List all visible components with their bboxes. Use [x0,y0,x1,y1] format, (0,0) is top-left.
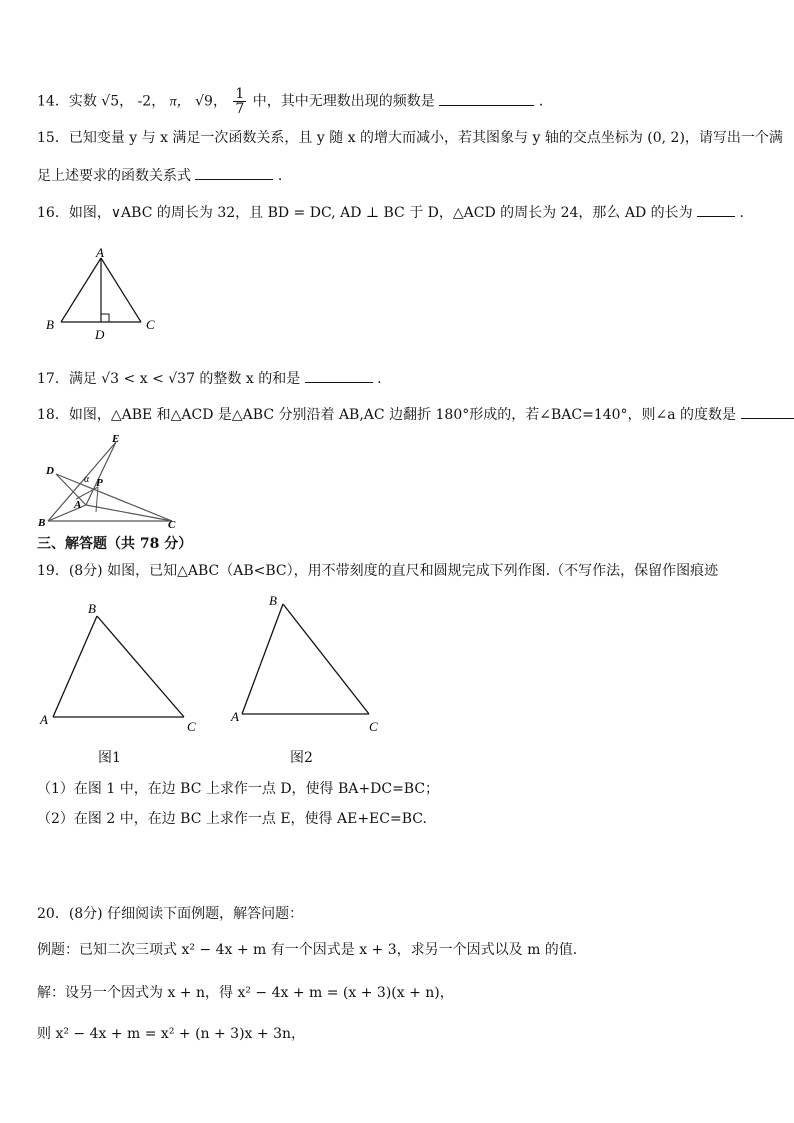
q19-fig1-caption: 图1 [98,750,121,766]
question-18 [37,404,794,425]
q19-fig1-label-b: B [88,601,96,616]
q16-label-c: C [146,317,155,332]
q16-label-a: A [96,245,104,260]
q16-answer-blank[interactable] [697,202,735,217]
q14-prefix: 14．实数 [37,93,97,110]
q18-label-c: C [168,519,176,531]
question-17 [37,368,382,389]
q14-item-2: -2， [137,93,166,110]
q15-text-2: 足上述要求的函数关系式 [37,168,191,184]
q14-frac-num: 1 [235,86,245,102]
q19-figure-1 [36,596,211,741]
q14-fraction [233,87,246,116]
q14-answer-blank[interactable] [439,91,534,106]
q19-fig2-label-b: B [269,593,277,608]
q18-figure [36,432,186,532]
question-15-line1 [37,128,783,148]
q17-text: 17．满足 √3 < x < √37 的整数 x 的和是 [37,371,301,387]
q19-part-1: （1）在图 1 中，在边 BC 上求作一点 D，使得 BA+DC=BC； [37,781,440,797]
question-14 [37,87,543,116]
q16-label-b: B [46,317,54,332]
q19-fig2-caption: 图2 [290,750,313,766]
q18-text: 18．如图，△ABE 和△ACD 是△ABC 分别沿着 AB,AC 边翻折 180°形成的，若∠BAC=140°，则∠a 的度数是 [37,407,737,423]
q19-text: 19．(8分) 如图，已知△ABC（AB<BC），用不带刻度的直尺和圆规完成下列作图.（不写作法，保留作图痕迹 [37,563,719,579]
q16-figure [40,243,165,343]
q18-label-p: P [96,477,103,489]
q20-solution-1: 解：设另一个因式为 x + n，得 x² − 4x + m = (x + 3)(x + n)， [37,985,454,1001]
q16-label-d: D [95,327,105,342]
q19-part-2: （2）在图 2 中，在边 BC 上求作一点 E，使得 AE+EC=BC. [37,811,427,827]
q14-end: . [538,93,544,110]
question-15-line2 [37,165,282,186]
q19-fig2-label-a: A [231,709,239,724]
q17-answer-blank[interactable] [305,368,373,383]
q19-fig1-label-c: C [187,719,196,734]
q18-label-a: A [74,499,82,511]
q15-text-1: 15．已知变量 y 与 x 满足一次函数关系，且 y 随 x 的增大而减小，若其图象与 y 轴的交点坐标为 (0, 2)，请写出一个满 [37,130,783,146]
q14-item-1: √5， [101,93,134,110]
q18-label-d: D [46,465,54,477]
q19-fig2-label-c: C [369,719,378,734]
q14-frac-den: 7 [235,101,245,117]
q18-answer-blank[interactable] [741,404,794,419]
q16-text: 16．如图，∨ABC 的周长为 32，且 BD = DC, AD ⊥ BC 于 D，△ACD 的周长为 24，那么 AD 的长为 [37,205,693,221]
question-19 [37,561,718,581]
q15-end: . [277,168,283,184]
question-16 [37,202,744,223]
q20-solution-2: 则 x² − 4x + m = x² + (n + 3)x + 3n， [37,1026,305,1042]
q17-end: . [377,371,382,387]
q18-label-b: B [38,517,46,529]
section-3-heading: 三、解答题（共 78 分） [37,536,193,552]
q14-suffix: 中，其中无理数出现的频数是 [252,93,435,110]
q18-label-alpha: α [84,474,90,485]
q15-answer-blank[interactable] [195,165,273,180]
q14-item-3: π， [169,94,191,110]
q19-figure-2 [228,590,388,738]
q19-fig1-label-a: A [40,712,48,727]
q20-example: 例题：已知二次三项式 x² − 4x + m 有一个因式是 x + 3，求另一个因式以及 m 的值. [37,942,578,958]
q18-label-e: E [112,433,120,445]
q16-end: . [739,205,744,221]
question-20: 20．(8分) 仔细阅读下面例题，解答问题： [37,906,304,922]
q14-item-4: √9， [195,93,227,110]
